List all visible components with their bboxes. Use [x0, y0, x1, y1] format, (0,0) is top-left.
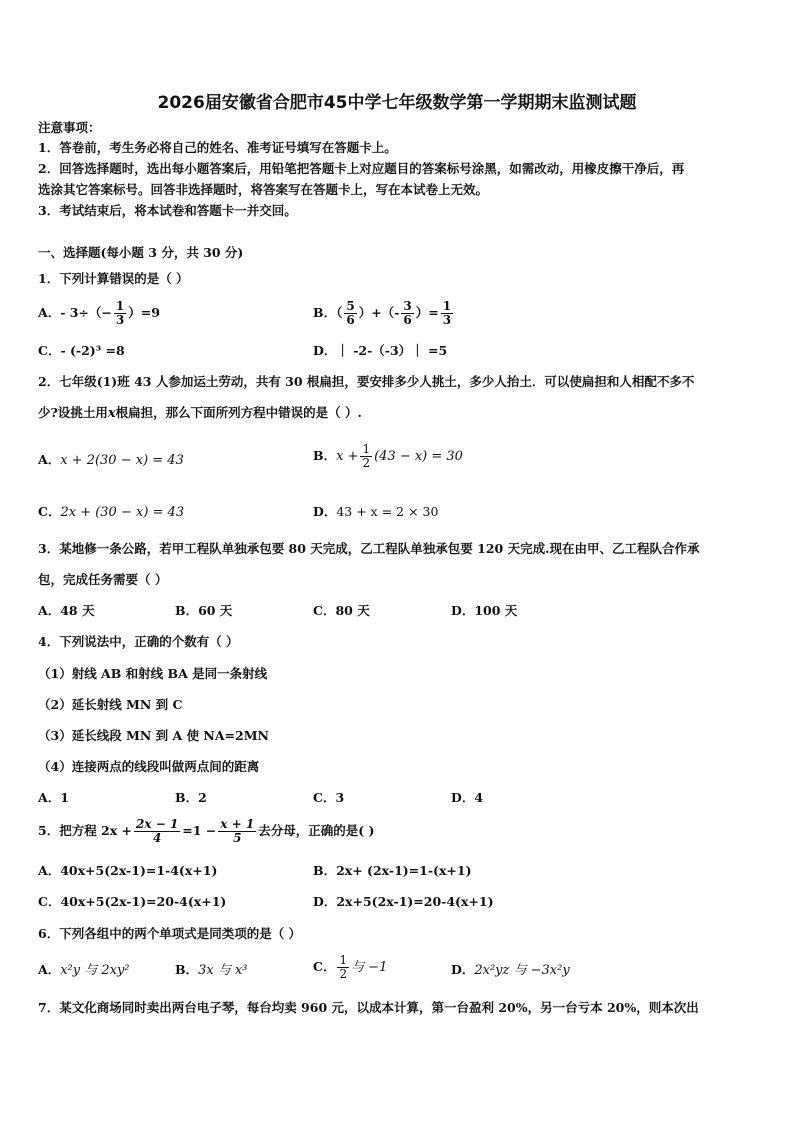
- q2-b-den: 2: [362, 456, 371, 470]
- q2-d-label: D．: [313, 504, 337, 519]
- notice-2-cont: 选涂其它答案标号。回答非选择题时，将答案写在答题卡上，写在本试卷上无效。: [38, 182, 489, 197]
- q3-option-c: C．80 天: [313, 603, 370, 618]
- q6-option-a: [38, 962, 130, 979]
- q6-d-math: 2x²yz 与 −3x²y: [474, 963, 570, 978]
- q1-a-fraction: [114, 300, 126, 327]
- q1-stem: 1．下列计算错误的是（ ）: [38, 271, 189, 286]
- q4-item-1: （1）射线 AB 和射线 BA 是同一条射线: [38, 666, 268, 681]
- q2-option-d: [313, 504, 438, 520]
- q1-b-n1: 5: [346, 299, 355, 313]
- q6-c-post: 与 −1: [351, 960, 388, 975]
- q1-option-c: C．- (-2)³ =8: [38, 343, 125, 358]
- notice-heading: 注意事项：: [38, 120, 101, 135]
- q5-d1: 4: [152, 831, 162, 845]
- q5-option-a: A．40x+5(2x-1)=1-4(x+1): [38, 863, 218, 878]
- q6-c-label: C．: [313, 959, 336, 974]
- q2-stem-var: x: [107, 406, 116, 421]
- q5-stem-mid: =1 −: [182, 823, 217, 838]
- q1-a-den: 3: [115, 313, 125, 327]
- q1-b-d3: 3: [442, 313, 452, 327]
- q6-c-fraction: [337, 954, 349, 981]
- q4-option-d: D．4: [451, 790, 484, 805]
- q6-a-math: x²y 与 2xy²: [60, 963, 130, 978]
- notice-3: 3．考试结束后，将本试卷和答题卡一并交回。: [38, 203, 297, 218]
- page-title: 2026届安徽省合肥市45中学七年级数学第一学期期末监测试题: [157, 93, 637, 113]
- q4-option-c: C．3: [313, 790, 345, 805]
- q5-option-b: B．2x+ (2x-1)=1-(x+1): [313, 863, 472, 878]
- q5-d2: 5: [233, 831, 242, 845]
- q3-option-a: A．48 天: [38, 603, 95, 618]
- q3-option-b: B．60 天: [175, 603, 233, 618]
- q5-option-c: C．40x+5(2x-1)=20-4(x+1): [38, 894, 227, 909]
- q3-option-d: D．100 天: [451, 603, 518, 618]
- q6-option-c: [313, 954, 387, 981]
- q4-option-b: B．2: [175, 790, 207, 805]
- q1-b-d2: 6: [403, 313, 412, 327]
- q5-frac2: [218, 818, 256, 845]
- q4-stem: 4．下列说法中，正确的个数有（ ）: [38, 634, 239, 649]
- q1-option-a: [38, 300, 160, 327]
- q2-stem-line2: [38, 405, 362, 422]
- q2-b-pre: x +: [336, 449, 359, 464]
- q1-b-n3: 1: [442, 299, 452, 313]
- q1-a-pre: A．- 3÷（−: [38, 305, 112, 320]
- notice-2: 2．回答选择题时，选出每小题答案后，用铅笔把答题卡上对应题目的答案标号涂黑，如需改动，用橡皮擦干净后，再: [38, 161, 685, 176]
- q2-stem-pre: 少?设挑土用: [38, 405, 108, 420]
- q2-c-label: C．: [38, 504, 61, 519]
- q2-option-c: [38, 504, 184, 521]
- q2-b-post: (43 − x) = 30: [374, 449, 463, 464]
- q1-option-b: [313, 300, 455, 327]
- q6-b-label: B．: [175, 962, 199, 977]
- section-heading: 一、选择题(每小题 3 分，共 30 分): [38, 245, 244, 260]
- q5-stem: [38, 818, 374, 845]
- q5-stem-pre: 5．把方程 2x +: [38, 823, 133, 838]
- q2-option-b: [313, 443, 463, 470]
- q2-a-math: x + 2(30 − x) = 43: [60, 453, 184, 468]
- q6-b-math: 3x 与 x³: [198, 963, 248, 978]
- notice-1: 1．答卷前，考生务必将自己的姓名、准考证号填写在答题卡上。: [38, 140, 397, 155]
- q6-d-label: D．: [451, 962, 475, 977]
- q4-item-3: （3）延长线段 MN 到 A 使 NA=2MN: [38, 728, 269, 743]
- q3-stem-line2: 包，完成任务需要（ ）: [38, 572, 168, 587]
- q5-n2: x + 1: [220, 817, 255, 831]
- q3-stem-line1: 3．某地修一条公路，若甲工程队单独承包要 80 天完成，乙工程队单独承包要 120 天完成.现在由甲、乙工程队合作承: [38, 541, 700, 556]
- q2-b-fraction: [360, 443, 372, 470]
- q2-stem-line1: 2．七年级(1)班 43 人参加运土劳动，共有 30 根扁担，要安排多少人挑土，多少人抬土．可以使扁担和人相配不多不: [38, 374, 695, 389]
- q1-a-num: 1: [115, 299, 125, 313]
- q2-c-math: 2x + (30 − x) = 43: [60, 505, 185, 520]
- q5-stem-post: 去分母，正确的是( ): [258, 823, 375, 838]
- q1-b-frac3: [441, 300, 453, 327]
- q1-b-mid2: ）=: [415, 305, 439, 320]
- q1-b-frac1: [344, 300, 356, 327]
- q4-option-a: A．1: [38, 790, 69, 805]
- q1-b-n2: 3: [403, 299, 412, 313]
- q6-option-d: [451, 962, 570, 979]
- q6-c-num: 1: [339, 953, 348, 967]
- q1-b-pre: B．（: [313, 305, 343, 320]
- q6-option-b: [175, 962, 248, 979]
- q2-b-num: 1: [362, 442, 371, 456]
- q2-option-a: [38, 452, 184, 469]
- q5-frac1: [134, 818, 180, 845]
- q2-stem-post: 根扁担，那么下面所列方程中错误的是（ ）.: [115, 405, 362, 420]
- q4-item-4: （4）连接两点的线段叫做两点间的距离: [38, 759, 260, 774]
- q6-stem: 6．下列各组中的两个单项式是同类项的是（ ）: [38, 926, 302, 941]
- q2-d-math: 43 + x = 2 × 30: [336, 504, 439, 519]
- q2-b-label: B．: [313, 448, 337, 463]
- q6-a-label: A．: [38, 962, 61, 977]
- q7-stem-line1: 7．某文化商场同时卖出两台电子琴，每台均卖 960 元，以成本计算，第一台盈利 20%，另一台亏本 20%，则本次出: [38, 1000, 699, 1015]
- q6-c-den: 2: [339, 967, 348, 981]
- q1-b-frac2: [401, 300, 413, 327]
- q1-a-post: ）=9: [128, 305, 160, 320]
- q1-b-d1: 6: [346, 313, 355, 327]
- q2-a-label: A．: [38, 452, 61, 467]
- q1-option-d: D．｜ -2-（-3）｜ =5: [313, 343, 448, 358]
- q5-option-d: D．2x+5(2x-1)=20-4(x+1): [313, 894, 494, 909]
- q5-n1: 2x − 1: [136, 817, 179, 831]
- q1-b-mid1: ）+（-: [358, 305, 400, 320]
- q4-item-2: （2）延长射线 MN 到 C: [38, 697, 183, 712]
